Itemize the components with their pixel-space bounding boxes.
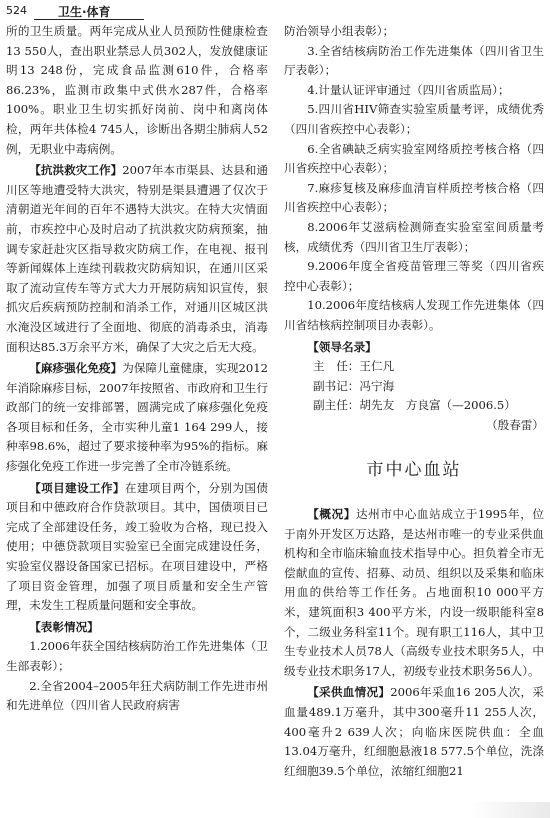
page-corner-shadow	[470, 802, 550, 818]
measles-text: 为保障儿童健康，实现2012年消除麻疹目标，2007年按照省、市政府和卫生行政部门的统一安排部署，圆满完成了麻疹强化免疫各项目标和任务，全市实种儿童1 164 299人，接种率98.6%，超过了要求接种率为95%的指标。麻疹强化免疫工作进一步完善了全市冷链系统。	[6, 361, 268, 474]
right-column	[284, 22, 544, 781]
measles-section	[6, 359, 268, 477]
leaders-heading: 【领导名录】	[307, 339, 377, 354]
supply-section	[284, 683, 544, 781]
intro-paragraph: 所的卫生质量。两年完成从业人员预防性健康检查13 550人，查出职业禁忌人员302人，发放健康证明13 248份，完成食品监测610件，合格率86.23%，监测市政集中式供水287件，合格率100%。职业卫生切实抓好岗前、岗中和离岗体检，两年共体检4 745人，诊断出各期尘肺病人52例，无职业中毒病例。	[6, 24, 268, 156]
section-title: 卫生·体育	[58, 5, 111, 19]
honor-item: 8.2006年艾滋病检测筛查实验室室间质量考核，成绩优秀（四川省卫生厅表彰）；	[284, 219, 544, 254]
measles-heading: 【麻疹强化免疫】	[29, 361, 123, 376]
blood-station-title: 市中心血站	[366, 460, 462, 481]
left-column	[6, 22, 268, 716]
overview-text: 达州市中心血站成立于1995年，位于南外开发区万达路，是达州市唯一的专业采供血机构和全市临床输血技术指导中心。担负着全市无偿献血的宣传、招募、动员、组织以及采集和临床用血的供给等工作任务。占地面积10 000平方米，建筑面积3 400平方米，内设一级职能科室8个，二级业务科室11个。现有职工116人，其中卫生专业技术人员78人（高级专业技术职务5人，中级专业技术职务17人，初级专业技术职务56人）。	[284, 507, 544, 678]
supply-heading: 【采供血情况】	[307, 685, 391, 700]
honor-item: 5.四川省HIV筛查实验室质量考评，成绩优秀（四川省疾控中心表彰）；	[284, 102, 544, 136]
projects-heading: 【项目建设工作】	[29, 480, 125, 495]
honor-item: 2.全省2004–2005年狂犬病防制工作先进市州和先进单位（四川省人民政府病害	[6, 678, 268, 713]
header-rule	[34, 19, 144, 20]
overview-section	[284, 505, 544, 681]
author-signature: （殷春雷）	[486, 417, 544, 432]
honor-item: 1.2006年获全国结核病防治工作先进集体（卫生部表彰）；	[6, 639, 268, 673]
honor-item: 3.全省结核病防治工作先进集体（四川省卫生厅表彰）；	[284, 43, 544, 78]
honors-heading: 【表彰情况】	[29, 619, 99, 634]
supply-text: 2006年采血16 205人次，采血量489.1万毫升，其中300毫升11 255人次，400毫升2 639人次；向临床医院供血：全血13.04万毫升，红细胞悬液18 577.5个单位，洗涤红细胞39.5个单位，浓缩红细胞21	[284, 685, 544, 778]
flood-heading: 【抗洪救灾工作】	[29, 163, 123, 178]
projects-text: 在建项目两个，分别为国债项目和中德政府合作贷款项目。其中，国债项目已完成了全部建设任务，竣工验收为合格，现已投入使用；中德贷款项目实验室已全面完成建设任务，实验室仪器设备国家已招标。在项目建设中，严格了项目资金管理，加强了项目质量和安全生产管理，未发生工程质量问题和安全事故。	[6, 480, 268, 613]
leader-deputy-secretary: 副书记：冯宁海	[313, 378, 395, 393]
projects-section	[6, 479, 268, 616]
honor-item: 10.2006年度结核病人发现工作先进集体（四川省结核病控制项目办表彰）。	[284, 298, 544, 332]
honor-item: 6.全省碘缺乏病实验室网络质控考核合格（四川省疾控中心表彰）；	[284, 141, 544, 176]
leader-deputy-directors: 副主任：胡先友 方良富（—2006.5）	[313, 398, 516, 413]
honors-continued: 防治领导小组表彰）；	[284, 24, 395, 38]
page-header	[6, 3, 266, 19]
leader-director: 主 任：王仁凡	[313, 359, 395, 374]
leaders-section	[284, 338, 544, 358]
overview-heading: 【概况】	[307, 507, 356, 522]
page-number: 524	[6, 4, 27, 17]
flood-text: 2007年本市渠县、达县和通川区等地遭受特大洪灾，特别是渠县遭遇了仅次于清朝道光年间的百年不遇特大洪灾。在特大灾情面前，市疾控中心及时启动了抗洪救灾防病预案，抽调专家赶赴灾区指导救灾防病工作，在电视、报刊等新闻媒体上连续刊载救灾防病知识，在通川区采取了流动宣传车等方式大力开展防病知识宣传，狠抓灾后疾病预防控制和消杀工作，对通川区城区洪水淹没区域进行了全面地、彻底的消毒杀虫，消毒面积达85.3万余平方米，确保了大灾之后无大疫。	[6, 163, 268, 354]
honor-item: 4.计量认证评审通过（四川省质监局）；	[307, 82, 510, 97]
honors-section	[6, 618, 268, 638]
honor-item: 9.2006年度全省疫苗管理三等奖（四川省疾控中心表彰）；	[284, 259, 544, 293]
honor-item: 7.麻疹复核及麻疹血清盲样质控考核合格（四川省疾控中心表彰）；	[284, 180, 544, 215]
flood-section	[6, 161, 268, 357]
